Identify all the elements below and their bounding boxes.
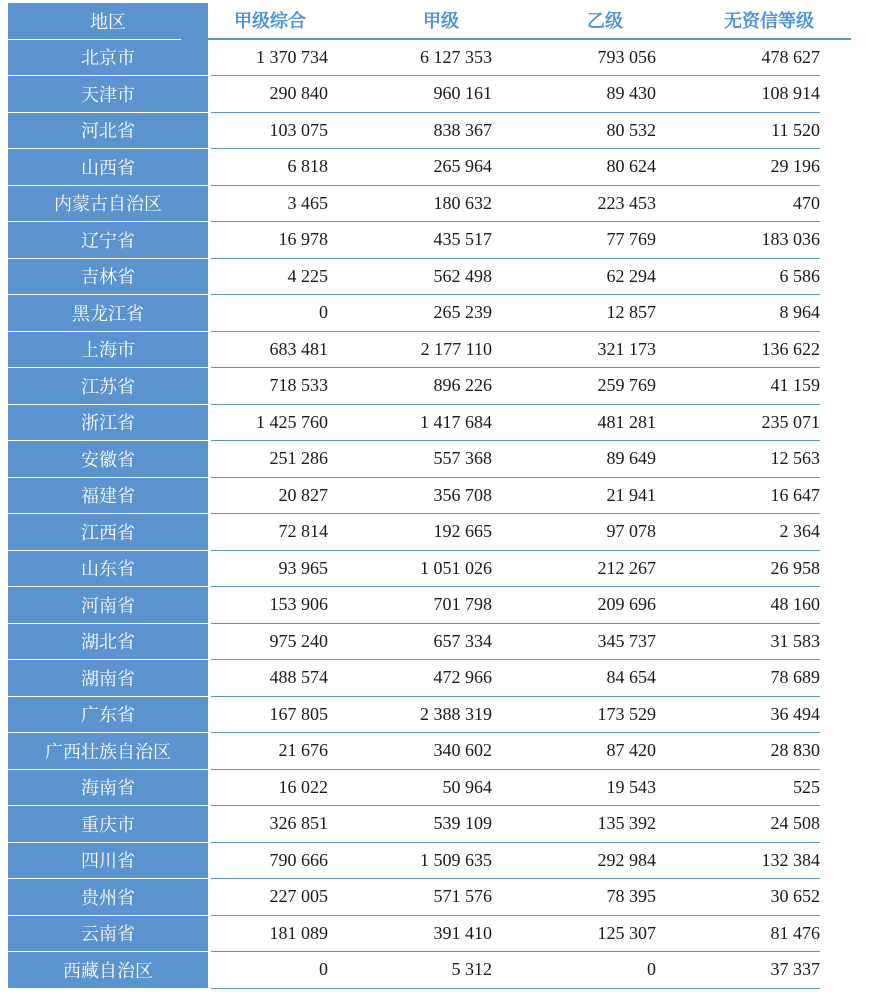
- cell-col3: 0: [492, 952, 656, 989]
- table-row: [8, 879, 836, 916]
- cell-col2: 896 226: [328, 368, 492, 405]
- table-row: [8, 843, 836, 880]
- table-row: [8, 186, 836, 223]
- table-row: [8, 332, 836, 369]
- cell-col1: 1 425 760: [211, 405, 328, 442]
- cell-col2: 265 239: [328, 295, 492, 332]
- row-region: 广东省: [8, 697, 208, 734]
- cell-col3: 345 737: [492, 624, 656, 661]
- cell-col1: 790 666: [211, 843, 328, 880]
- cell-col1: 21 676: [211, 733, 328, 770]
- cell-col2: 340 602: [328, 733, 492, 770]
- row-region: 云南省: [8, 916, 208, 953]
- cell-col1: 167 805: [211, 697, 328, 734]
- cell-col1: 0: [211, 952, 328, 989]
- table-row: [8, 770, 836, 807]
- row-region: 江西省: [8, 514, 208, 551]
- cell-col3: 89 430: [492, 76, 656, 113]
- cell-col4: 81 476: [656, 916, 820, 953]
- cell-col3: 87 420: [492, 733, 656, 770]
- cell-col3: 89 649: [492, 441, 656, 478]
- table-row: [8, 733, 836, 770]
- cell-col4: 132 384: [656, 843, 820, 880]
- cell-col4: 12 563: [656, 441, 820, 478]
- row-region: 江苏省: [8, 368, 208, 405]
- cell-col3: 223 453: [492, 186, 656, 223]
- table-row: [8, 295, 836, 332]
- cell-col2: 701 798: [328, 587, 492, 624]
- cell-col1: 227 005: [211, 879, 328, 916]
- cell-col3: 135 392: [492, 806, 656, 843]
- row-region: 北京市: [8, 40, 208, 77]
- cell-col3: 259 769: [492, 368, 656, 405]
- cell-col2: 435 517: [328, 222, 492, 259]
- cell-col3: 212 267: [492, 551, 656, 588]
- row-region: 山西省: [8, 149, 208, 186]
- table-row: [8, 259, 836, 296]
- cell-col3: 209 696: [492, 587, 656, 624]
- row-region: 黑龙江省: [8, 295, 208, 332]
- cell-col3: 19 543: [492, 770, 656, 807]
- cell-col3: 77 769: [492, 222, 656, 259]
- cell-col1: 16 022: [211, 770, 328, 807]
- cell-col3: 125 307: [492, 916, 656, 953]
- cell-col2: 192 665: [328, 514, 492, 551]
- cell-col3: 78 395: [492, 879, 656, 916]
- row-region: 西藏自治区: [8, 952, 208, 989]
- cell-col3: 80 532: [492, 113, 656, 150]
- table-row: [8, 113, 836, 150]
- cell-col4: 24 508: [656, 806, 820, 843]
- cell-col1: 103 075: [211, 113, 328, 150]
- cell-col2: 562 498: [328, 259, 492, 296]
- cell-col2: 356 708: [328, 478, 492, 515]
- row-region: 海南省: [8, 770, 208, 807]
- table-row: [8, 40, 836, 77]
- table-row: [8, 551, 836, 588]
- cell-col1: 4 225: [211, 259, 328, 296]
- cell-col1: 1 370 734: [211, 40, 328, 77]
- cell-col2: 2 388 319: [328, 697, 492, 734]
- cell-col2: 1 509 635: [328, 843, 492, 880]
- row-region: 四川省: [8, 843, 208, 880]
- cell-col2: 2 177 110: [328, 332, 492, 369]
- cell-col3: 12 857: [492, 295, 656, 332]
- row-region: 安徽省: [8, 441, 208, 478]
- table-row: [8, 697, 836, 734]
- cell-col2: 265 964: [328, 149, 492, 186]
- row-region: 内蒙古自治区: [8, 186, 208, 223]
- row-region: 贵州省: [8, 879, 208, 916]
- cell-col3: 62 294: [492, 259, 656, 296]
- cell-col3: 321 173: [492, 332, 656, 369]
- cell-col4: 48 160: [656, 587, 820, 624]
- table-row: [8, 660, 836, 697]
- cell-col3: 21 941: [492, 478, 656, 515]
- row-region: 浙江省: [8, 405, 208, 442]
- cell-col1: 3 465: [211, 186, 328, 223]
- cell-col2: 5 312: [328, 952, 492, 989]
- cell-col4: 11 520: [656, 113, 820, 150]
- cell-col2: 6 127 353: [328, 40, 492, 77]
- cell-col3: 481 281: [492, 405, 656, 442]
- table-row: [8, 952, 836, 989]
- cell-col4: 78 689: [656, 660, 820, 697]
- cell-col1: 0: [211, 295, 328, 332]
- row-region: 福建省: [8, 478, 208, 515]
- cell-col2: 657 334: [328, 624, 492, 661]
- cell-col4: 8 964: [656, 295, 820, 332]
- cell-col1: 326 851: [211, 806, 328, 843]
- cell-col4: 108 914: [656, 76, 820, 113]
- cell-col2: 571 576: [328, 879, 492, 916]
- table-row: [8, 222, 836, 259]
- cell-col2: 838 367: [328, 113, 492, 150]
- cell-col4: 470: [656, 186, 820, 223]
- table-row: [8, 405, 836, 442]
- cell-col4: 31 583: [656, 624, 820, 661]
- table-row: [8, 806, 836, 843]
- cell-col1: 72 814: [211, 514, 328, 551]
- header-col2: 甲级: [359, 3, 523, 40]
- row-region: 湖南省: [8, 660, 208, 697]
- row-region: 上海市: [8, 332, 208, 369]
- cell-col3: 173 529: [492, 697, 656, 734]
- cell-col4: 37 337: [656, 952, 820, 989]
- table-row: [8, 368, 836, 405]
- cell-col1: 251 286: [211, 441, 328, 478]
- header-col4: 无资信等级: [687, 3, 851, 40]
- row-region: 吉林省: [8, 259, 208, 296]
- cell-col1: 683 481: [211, 332, 328, 369]
- cell-col4: 26 958: [656, 551, 820, 588]
- header-col1: 甲级综合: [181, 3, 359, 40]
- cell-col4: 2 364: [656, 514, 820, 551]
- cell-col1: 153 906: [211, 587, 328, 624]
- header-col3: 乙级: [523, 3, 687, 40]
- row-region: 河北省: [8, 113, 208, 150]
- table-row: [8, 76, 836, 113]
- cell-col3: 793 056: [492, 40, 656, 77]
- table-row: [8, 587, 836, 624]
- cell-col1: 290 840: [211, 76, 328, 113]
- table-header-row: [8, 3, 836, 40]
- row-region: 湖北省: [8, 624, 208, 661]
- cell-col1: 975 240: [211, 624, 328, 661]
- data-table: [8, 3, 836, 989]
- cell-col4: 16 647: [656, 478, 820, 515]
- cell-col4: 136 622: [656, 332, 820, 369]
- cell-col1: 718 533: [211, 368, 328, 405]
- table-row: [8, 624, 836, 661]
- cell-col1: 16 978: [211, 222, 328, 259]
- table-row: [8, 514, 836, 551]
- header-region: 地区: [8, 3, 208, 40]
- table-body: [8, 40, 836, 989]
- cell-col1: 20 827: [211, 478, 328, 515]
- cell-col1: 488 574: [211, 660, 328, 697]
- table-row: [8, 149, 836, 186]
- cell-col4: 183 036: [656, 222, 820, 259]
- cell-col4: 36 494: [656, 697, 820, 734]
- cell-col2: 472 966: [328, 660, 492, 697]
- cell-col4: 28 830: [656, 733, 820, 770]
- row-region: 辽宁省: [8, 222, 208, 259]
- cell-col1: 6 818: [211, 149, 328, 186]
- cell-col4: 235 071: [656, 405, 820, 442]
- row-region: 山东省: [8, 551, 208, 588]
- cell-col3: 97 078: [492, 514, 656, 551]
- cell-col2: 180 632: [328, 186, 492, 223]
- table-row: [8, 441, 836, 478]
- cell-col2: 557 368: [328, 441, 492, 478]
- cell-col1: 181 089: [211, 916, 328, 953]
- cell-col2: 1 417 684: [328, 405, 492, 442]
- cell-col2: 539 109: [328, 806, 492, 843]
- cell-col4: 30 652: [656, 879, 820, 916]
- cell-col3: 80 624: [492, 149, 656, 186]
- cell-col4: 525: [656, 770, 820, 807]
- cell-col4: 29 196: [656, 149, 820, 186]
- cell-col3: 84 654: [492, 660, 656, 697]
- cell-col3: 292 984: [492, 843, 656, 880]
- cell-col2: 960 161: [328, 76, 492, 113]
- cell-col4: 6 586: [656, 259, 820, 296]
- cell-col1: 93 965: [211, 551, 328, 588]
- row-region: 广西壮族自治区: [8, 733, 208, 770]
- table-row: [8, 916, 836, 953]
- row-region: 重庆市: [8, 806, 208, 843]
- cell-col2: 50 964: [328, 770, 492, 807]
- row-region: 天津市: [8, 76, 208, 113]
- table-row: [8, 478, 836, 515]
- row-region: 河南省: [8, 587, 208, 624]
- cell-col2: 1 051 026: [328, 551, 492, 588]
- cell-col4: 41 159: [656, 368, 820, 405]
- cell-col4: 478 627: [656, 40, 820, 77]
- cell-col2: 391 410: [328, 916, 492, 953]
